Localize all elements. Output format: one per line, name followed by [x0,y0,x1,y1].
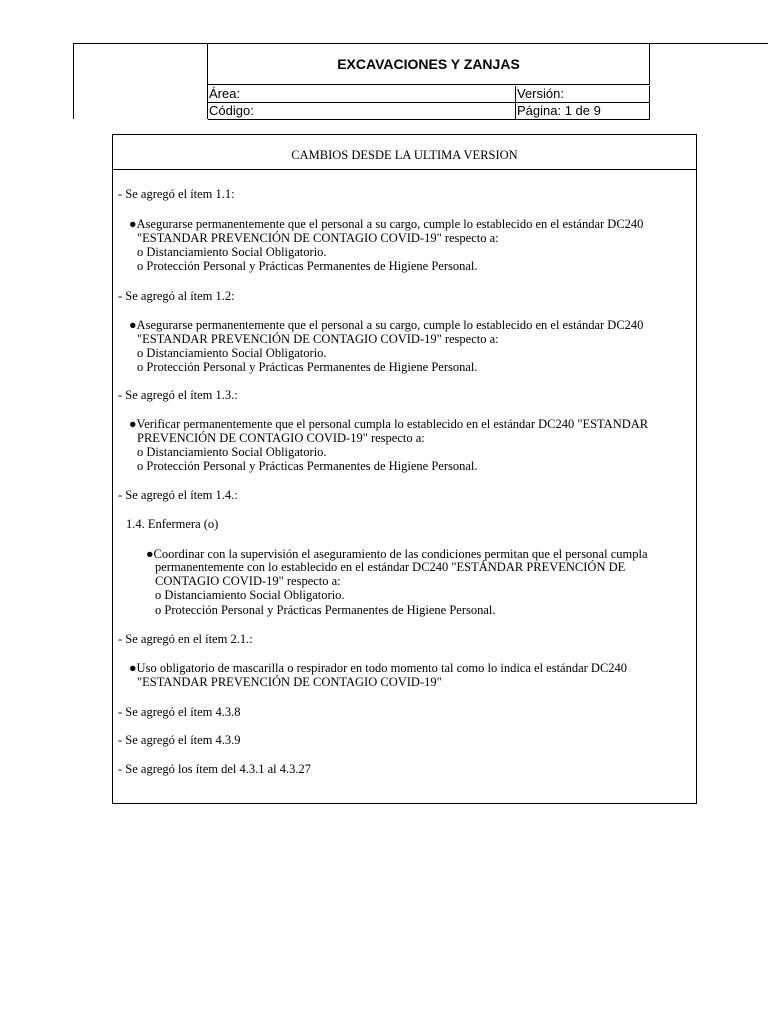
sub-item: o Protección Personal y Prácticas Permanentes de Higiene Personal. [137,259,478,273]
bullet-line: "ESTANDAR PREVENCIÓN DE CONTAGIO COVID-19" respecto a: [137,231,499,245]
bullet-line: "ESTANDAR PREVENCIÓN DE CONTAGIO COVID-19" [137,675,442,689]
bullet-line: PREVENCIÓN DE CONTAGIO COVID-19" respecto a: [137,431,425,445]
section-heading: - Se agregó el ítem 1.3.: [118,388,238,402]
bullet-line: ●Coordinar con la supervisión el aseguramiento de las condiciones permitan que el personal cumpla [146,547,648,561]
bullet-line: CONTAGIO COVID-19" respecto a: [155,574,341,588]
area-label: Área: [209,86,241,101]
bullet-line: ●Uso obligatorio de mascarilla o respirador en todo momento tal como lo indica el estándar DC240 [129,661,628,675]
changes-title: CAMBIOS DESDE LA ULTIMA VERSION [113,135,696,170]
header-row-area-version [208,86,650,103]
header-row-code-page [208,103,650,120]
page-label: Página: 1 de 9 [517,103,601,118]
bullet-line: ●Asegurarse permanentemente que el personal a su cargo, cumple lo establecido en el estándar DC240 [129,318,644,332]
subsection-heading: 1.4. Enfermera (o) [126,517,219,531]
logo-cell [74,44,208,119]
bullet-line: "ESTANDAR PREVENCIÓN DE CONTAGIO COVID-19" respecto a: [137,332,499,346]
sub-item: o Protección Personal y Prácticas Permanentes de Higiene Personal. [137,360,478,374]
bullet-line: permanentemente con lo establecido en el estándar DC240 "ESTÁNDAR PREVENCIÓN DE [155,560,626,574]
document-header [73,43,768,119]
changes-box [112,134,697,804]
sub-item: o Protección Personal y Prácticas Permanentes de Higiene Personal. [155,603,496,617]
sub-item: o Distanciamiento Social Obligatorio. [137,445,327,459]
section-heading: - Se agregó el ítem 4.3.8 [118,705,241,719]
section-heading: - Se agregó los ítem del 4.3.1 al 4.3.27 [118,762,312,776]
sub-item: o Distanciamiento Social Obligatorio. [155,588,345,602]
sub-item: o Distanciamiento Social Obligatorio. [137,346,327,360]
code-label: Código: [209,103,254,118]
sub-item: o Distanciamiento Social Obligatorio. [137,245,327,259]
sub-item: o Protección Personal y Prácticas Permanentes de Higiene Personal. [137,459,478,473]
document-title: EXCAVACIONES Y ZANJAS [208,44,650,85]
section-heading: - Se agregó el ítem 1.4.: [118,488,238,502]
section-heading: - Se agregó el ítem 4.3.9 [118,733,241,747]
section-heading: - Se agregó al ítem 1.2: [118,289,235,303]
section-heading: - Se agregó en el ítem 2.1.: [118,632,253,646]
version-label: Versión: [517,86,564,101]
bullet-line: ●Asegurarse permanentemente que el personal a su cargo, cumple lo establecido en el estándar DC240 [129,217,644,231]
section-heading: - Se agregó el ítem 1.1: [118,187,235,201]
bullet-line: ●Verificar permanentemente que el personal cumpla lo establecido en el estándar DC240 "ESTANDAR [129,417,649,431]
